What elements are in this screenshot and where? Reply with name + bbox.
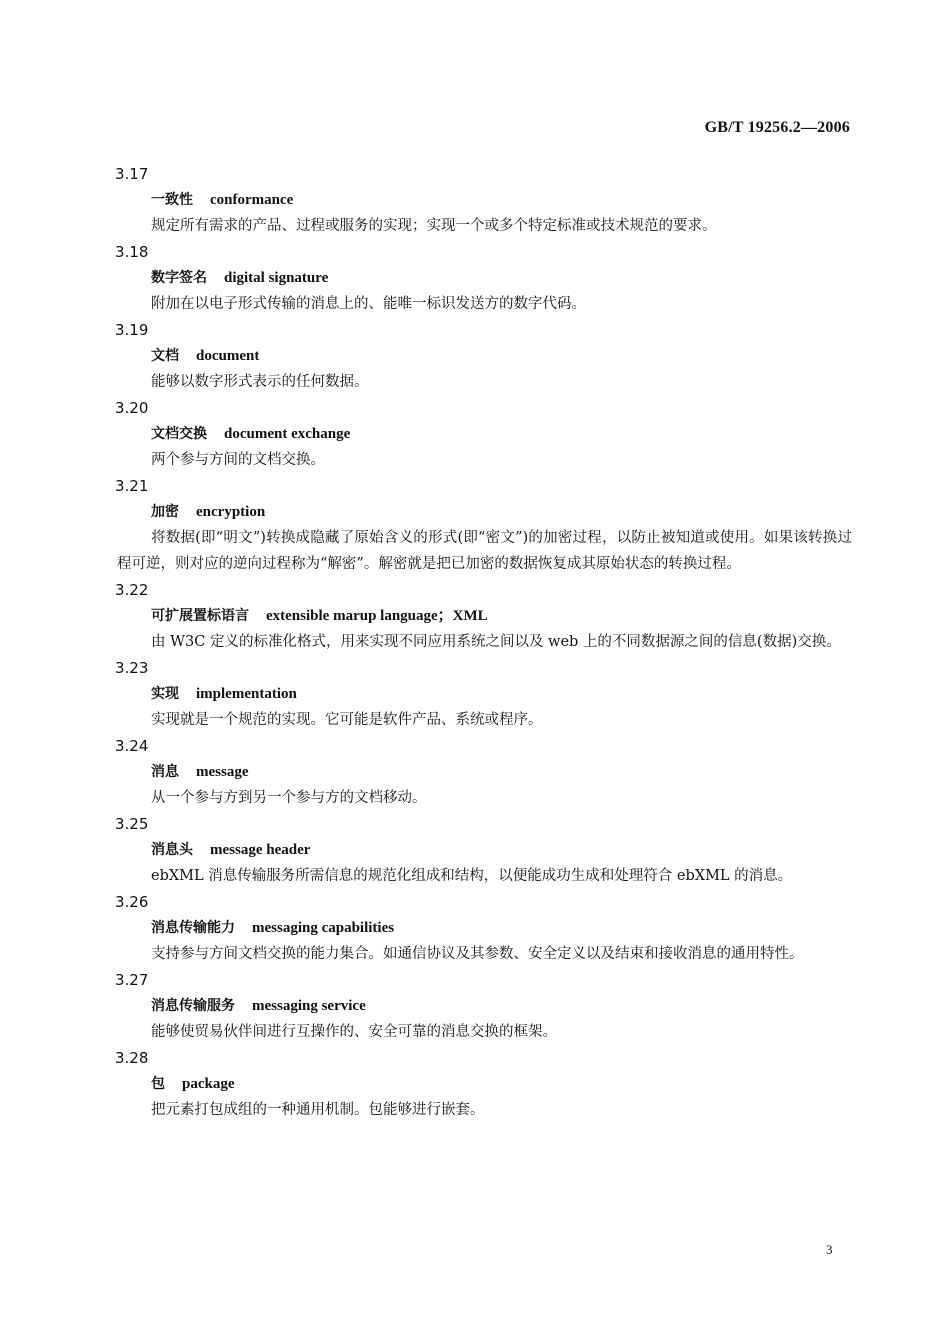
entry-number: 3.18: [115, 243, 149, 261]
term-entry: [0, 1045, 950, 1123]
term-zh: 包: [151, 1076, 165, 1092]
term-definition: ebXML 消息传输服务所需信息的规范化组成和结构，以便能成功生成和处理符合 ebXML 的消息。: [151, 868, 793, 884]
term-heading: [0, 759, 950, 785]
term-definition: 能够以数字形式表示的任何数据。: [151, 374, 369, 390]
term-definition: 能够使贸易伙伴间进行互操作的、安全可靠的消息交换的框架。: [151, 1024, 557, 1040]
entry-number: 3.21: [115, 477, 149, 495]
term-en: digital signature: [224, 270, 329, 286]
term-zh: 文档交换: [151, 426, 207, 442]
term-entry: [0, 889, 950, 967]
entry-number: 3.22: [115, 581, 149, 599]
term-zh: 消息头: [151, 842, 193, 858]
entry-number: 3.19: [115, 321, 149, 339]
term-en: package: [182, 1076, 235, 1092]
term-zh: 文档: [151, 348, 179, 364]
term-definition: 将数据(即“明文”)转换成隐藏了原始含义的形式(即“密文”)的加密过程，以防止被知道或使用。如果该转换过程可逆，则对应的逆向过程称为“解密”。解密就是把已加密的数据恢复成其原始状态的转换过程。: [117, 530, 852, 572]
term-en: document exchange: [224, 426, 351, 442]
entry-number: 3.24: [115, 737, 149, 755]
term-heading: [0, 603, 950, 629]
term-definition: 附加在以电子形式传输的消息上的、能唯一标识发送方的数字代码。: [151, 296, 586, 312]
term-heading: [0, 421, 950, 447]
entry-number: 3.28: [115, 1049, 149, 1067]
term-en: message: [196, 764, 249, 780]
term-entry: [0, 577, 950, 655]
term-heading: [0, 499, 950, 525]
term-entry: [0, 655, 950, 733]
term-en: implementation: [196, 686, 297, 702]
entry-number: 3.17: [115, 165, 149, 183]
term-en: messaging capabilities: [252, 920, 395, 936]
term-zh: 可扩展置标语言: [151, 608, 249, 624]
entry-number: 3.20: [115, 399, 149, 417]
entry-number: 3.25: [115, 815, 149, 833]
term-definition: 支持参与方间文档交换的能力集合。如通信协议及其参数、安全定义以及结束和接收消息的通用特性。: [151, 946, 804, 962]
term-entry: [0, 967, 950, 1045]
term-zh: 消息传输能力: [151, 920, 235, 936]
term-heading: [0, 681, 950, 707]
terms-list: [0, 161, 950, 1123]
term-entry: [0, 811, 950, 889]
term-definition: 从一个参与方到另一个参与方的文档移动。: [151, 790, 427, 806]
term-zh: 一致性: [151, 192, 193, 208]
term-definition: 把元素打包成组的一种通用机制。包能够进行嵌套。: [151, 1102, 485, 1118]
term-definition: 两个参与方间的文档交换。: [151, 452, 325, 468]
term-en: extensible marup language；XML: [266, 608, 488, 624]
term-entry: [0, 239, 950, 317]
standard-code: GB/T 19256.2—2006: [704, 119, 850, 136]
term-zh: 实现: [151, 686, 179, 702]
term-heading: [0, 265, 950, 291]
term-heading: [0, 915, 950, 941]
term-entry: [0, 473, 950, 577]
entry-number: 3.26: [115, 893, 149, 911]
term-en: conformance: [210, 192, 294, 208]
term-zh: 消息传输服务: [151, 998, 235, 1014]
term-zh: 加密: [151, 504, 179, 520]
term-entry: [0, 733, 950, 811]
entry-number: 3.23: [115, 659, 149, 677]
term-en: document: [196, 348, 260, 364]
term-entry: [0, 395, 950, 473]
term-zh: 消息: [151, 764, 179, 780]
term-en: messaging service: [252, 998, 366, 1014]
term-en: message header: [210, 842, 311, 858]
term-heading: [0, 1071, 950, 1097]
term-entry: [0, 161, 950, 239]
term-heading: [0, 993, 950, 1019]
term-definition: 由 W3C 定义的标准化格式，用来实现不同应用系统之间以及 web 上的不同数据源之间的信息(数据)交换。: [151, 634, 841, 650]
term-heading: [0, 837, 950, 863]
page-number: 3: [826, 1242, 833, 1257]
term-definition: 规定所有需求的产品、过程或服务的实现；实现一个或多个特定标准或技术规范的要求。: [151, 218, 717, 234]
term-en: encryption: [196, 504, 266, 520]
term-definition: 实现就是一个规范的实现。它可能是软件产品、系统或程序。: [151, 712, 543, 728]
term-entry: [0, 317, 950, 395]
term-heading: [0, 187, 950, 213]
term-heading: [0, 343, 950, 369]
term-zh: 数字签名: [151, 270, 207, 286]
entry-number: 3.27: [115, 971, 149, 989]
